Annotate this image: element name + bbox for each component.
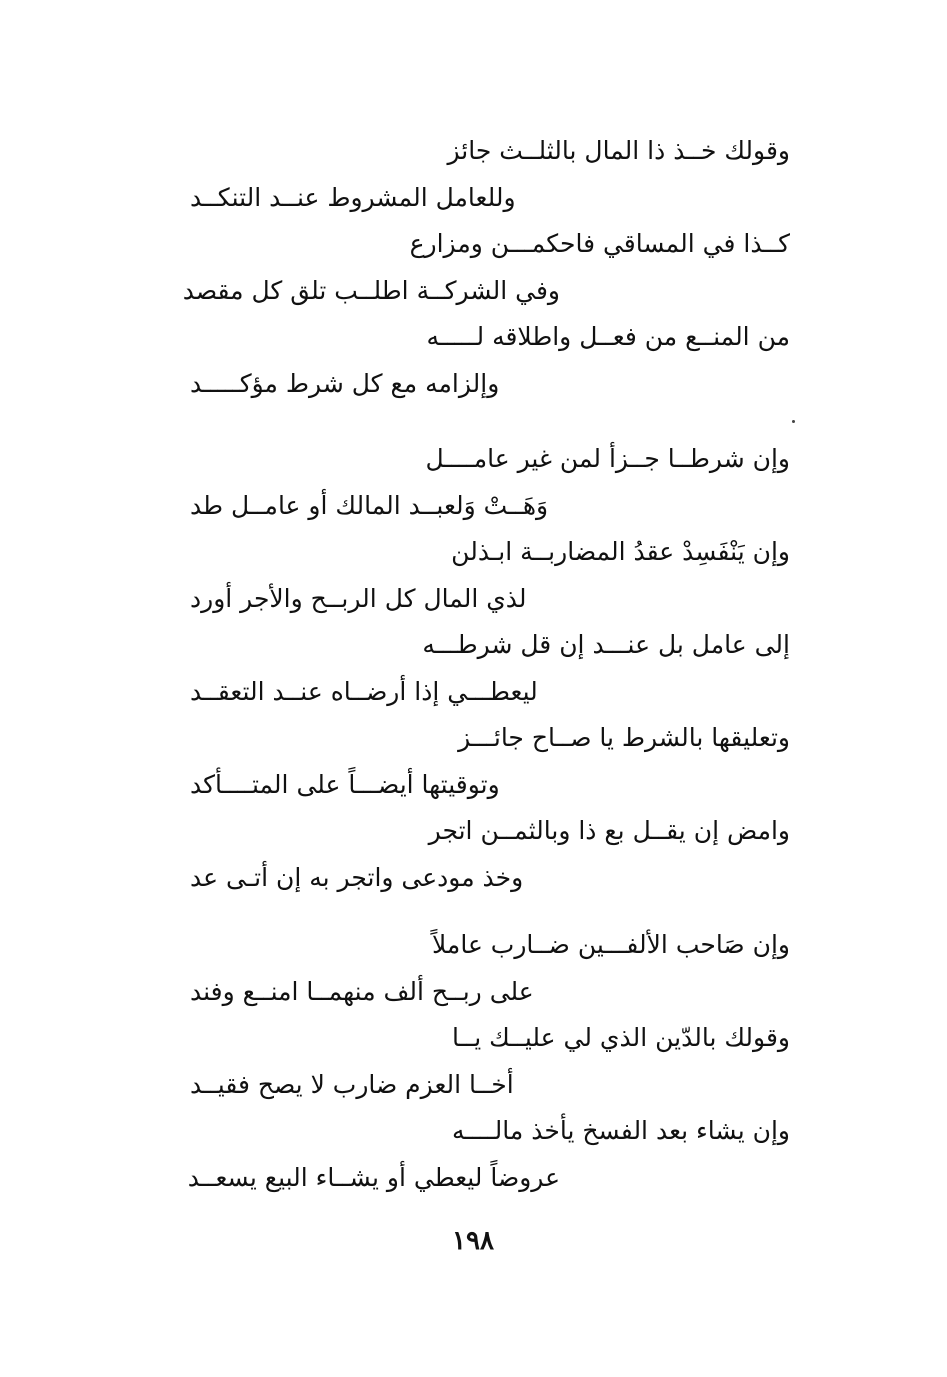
verse-line: كــذا في المساقي فاحكمـــن ومزارع — [409, 229, 790, 258]
paper-speck — [792, 420, 795, 423]
stanza-1 — [180, 128, 790, 407]
verse-line: وإن شرطــا جــزأ لمن غير عامــــل — [425, 444, 790, 473]
stanza-2 — [180, 436, 790, 901]
verse-line: وإن صَاحب الألفـــين ضــارب عاملاً — [432, 930, 790, 959]
verse-line: وقولك خــذ ذا المال بالثلــث جائز — [447, 136, 790, 165]
verse-line: وامض إن يقــل بع ذا وبالثمــن اتجر — [428, 816, 790, 845]
verse-line: من المنــع من فعــل واطلاقه لـــــه — [426, 322, 790, 351]
verse-line: إلى عامل بل عنـــد إن قل شرطـــه — [422, 630, 790, 659]
verse-line: لذي المال كل الربــح والأجر أورد — [190, 583, 527, 613]
verse-line: وخذ مودعى واتجر به إن أتـى عد — [190, 862, 524, 892]
verse-line: وتعليقها بالشرط يا صــاح جائـــز — [458, 723, 790, 752]
verse-line: وإن يَنْفَسِدْ عقدُ المضاربــة ابـذلن — [451, 537, 790, 566]
verse-line: وللعامل المشروط عنــد التنكــد — [190, 182, 516, 212]
verse-line: ليعطـــي إذا أرضــاه عنــد التعقــد — [190, 676, 538, 706]
verse-line: أخــا العزم ضارب لا يصح فقيــد — [190, 1069, 514, 1099]
page-number: ١٩٨ — [452, 1226, 494, 1256]
verse-line: وَهَــتْ وَلعبــد المالك أو عامــل طد — [190, 490, 549, 520]
verse-line: وقولك بالدّين الذي لي عليــك يــا — [451, 1023, 790, 1052]
verse-line: وفي الشركــة اطلــب تلق كل مقصد — [182, 275, 560, 305]
verse-line: وإن يشاء بعد الفسخ يأخذ مالــــه — [451, 1116, 790, 1145]
verse-line: على ربــح ألف منهمــا امنــع وفند — [190, 976, 534, 1006]
verse-line: وتوقيتها أيضـــاً على المتــــأكد — [190, 769, 500, 799]
stanza-3 — [180, 922, 790, 1201]
verse-line: وإلزامه مع كل شرط مؤكـــــد — [190, 368, 500, 398]
verse-line: عروضاً ليعطي أو يشــاء البيع يسعــد — [187, 1162, 560, 1192]
